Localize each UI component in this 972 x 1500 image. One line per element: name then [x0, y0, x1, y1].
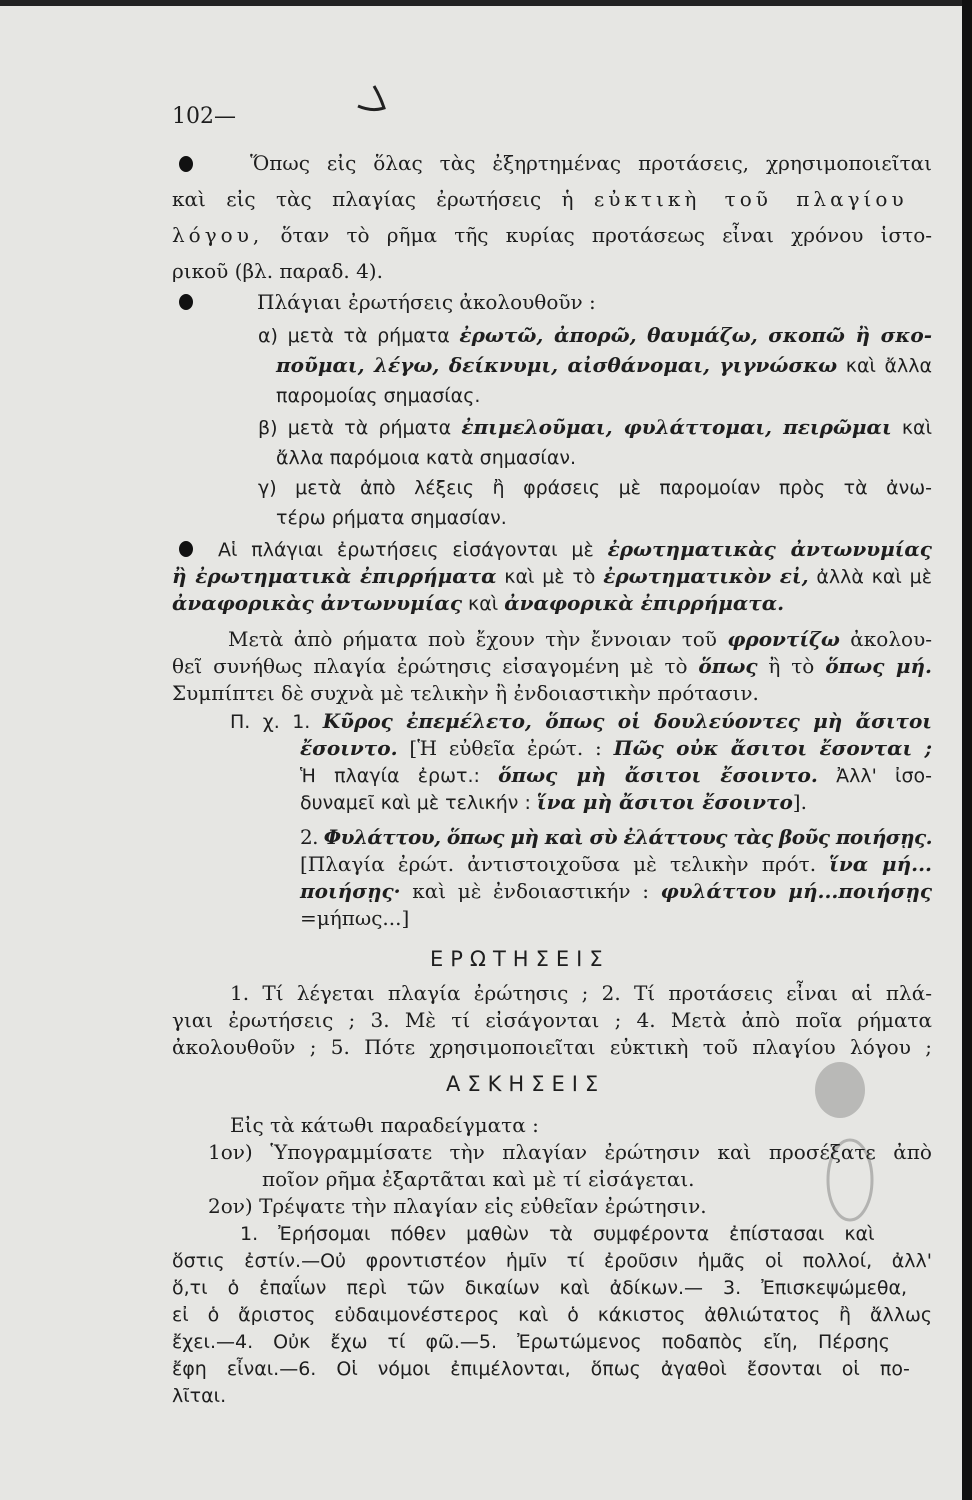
italic-term: ἀναφορικὰς ἀντωνυμίας: [172, 591, 462, 615]
text-segment: 2.: [300, 825, 324, 849]
text-segment: ἢ τὸ: [757, 654, 826, 678]
text-line: [262, 1166, 695, 1192]
scan-edge-right: [962, 0, 972, 1500]
italic-term: ὅπως: [698, 654, 758, 678]
text-line: [300, 762, 932, 788]
heading-exercises: ΑΣΚΗΣΕΙΣ: [446, 1072, 606, 1096]
text-segment: Ἡ πλαγία ἐρωτ.:: [300, 765, 499, 787]
heading-questions: ΕΡΩΤΗΣΕΙΣ: [430, 947, 610, 971]
text-line: [208, 1193, 707, 1219]
text-segment: β) μετὰ τὰ ρήματα: [258, 417, 462, 439]
italic-term: ἔσοιντο.: [300, 736, 398, 760]
text-segment: =μήπως...]: [300, 906, 410, 930]
text-segment: Εἰς τὰ κάτωθι παραδείγματα :: [230, 1113, 539, 1137]
italic-term: ἵνα μή...: [829, 852, 932, 876]
italic-term: Φυλάττου, ὅπως μὴ καὶ σὺ ἐλάττους τὰς βοῦς ποιήσῃς.: [323, 825, 932, 849]
text-line: [276, 382, 480, 408]
text-line: [230, 980, 932, 1006]
text-segment: καὶ ἄλλα: [837, 355, 933, 377]
italic-term: Πῶς οὐκ ἄσιτοι ἔσονται ;: [613, 736, 932, 760]
text-line: [276, 352, 932, 378]
text-segment: Μετὰ ἀπὸ ρήματα ποὺ ἔχουν τὴν ἔννοιαν τοῦ: [228, 627, 728, 651]
italic-term: ἐπιμελοῦμαι, φυλάττομαι, πειρῶμαι: [461, 415, 892, 439]
text-segment: 1ον) Ὑπογραμμίσατε τὴν πλαγίαν ἐρώτησιν καὶ προσέξατε ἀπὸ: [208, 1140, 932, 1164]
text-segment: Αἱ πλάγιαι ἐρωτήσεις εἰσάγονται μὲ: [218, 539, 608, 561]
text-line: [172, 1328, 890, 1354]
text-segment: 1. Τί λέγεται πλαγία ἐρώτησις ; 2. Τί προτάσεις εἶναι αἱ πλά-: [230, 981, 932, 1005]
text-segment: 1. Ἐρήσομαι πόθεν μαθὼν τὰ συμφέροντα ἐπίστασαι καὶ: [240, 1223, 875, 1245]
text-segment: γ) μετὰ ἀπὸ λέξεις ἢ φράσεις μὲ παρομοίαν πρὸς τὰ ἀνω-: [258, 477, 933, 499]
text-segment: ρικοῦ (βλ. παραδ. 4).: [172, 259, 383, 283]
text-segment: Πλάγιαι ἐρωτήσεις ἀκολουθοῦν :: [257, 290, 596, 314]
text-segment: γιαι ἐρωτήσεις ; 3. Μὲ τί εἰσάγονται ; 4. Μετὰ ἀπὸ ποῖα ρήματα: [172, 1008, 933, 1032]
text-line: [172, 1355, 910, 1381]
text-line: [250, 150, 932, 176]
text-segment: καὶ: [891, 417, 933, 439]
italic-term: ὅπως μὴ ἄσιτοι ἔσοιντο.: [498, 763, 818, 787]
text-segment: Συμπίπτει δὲ συχνὰ μὲ τελικὴν ἢ ἐνδοιαστικὴν πρότασιν.: [172, 681, 759, 705]
text-segment: ποῖον ρῆμα ἐξαρτᾶται καὶ μὲ τί εἰσάγεται.: [262, 1167, 695, 1191]
text-segment: εἰ ὁ ἄριστος εὐδαιμονέστερος καὶ ὁ κάκιστος ἀθλιώτατος ἢ ἄλλως: [172, 1304, 933, 1326]
text-segment: [Πλαγία ἐρώτ. ἀντιστοιχοῦσα μὲ τελικὴν πρότ.: [300, 852, 830, 876]
text-line: [300, 851, 932, 877]
text-segment: [Ἡ εὐθεῖα ἐρώτ. :: [397, 736, 614, 760]
text-line: [172, 563, 932, 589]
text-line: [240, 1220, 875, 1246]
text-line: [300, 735, 932, 761]
italic-term: ἐρωτηματικὸν εἰ,: [603, 564, 809, 588]
text-segment: ].: [792, 790, 807, 814]
text-segment: 2ον) Τρέψατε τὴν πλαγίαν εἰς εὐθεῖαν ἐρώτησιν.: [208, 1194, 707, 1218]
text-line: [228, 626, 932, 652]
scan-edge-top: [0, 0, 972, 6]
text-line: [230, 708, 932, 734]
text-line: [257, 289, 596, 315]
text-line: [172, 590, 784, 616]
text-segment: καὶ: [462, 593, 505, 615]
text-line: [172, 1382, 226, 1408]
text-segment: Ἀλλ' ἰσο-: [817, 765, 932, 787]
text-segment: θεῖ συνήθως πλαγία ἐρώτησις εἰσαγομένη μὲ τὸ: [172, 654, 699, 678]
text-segment: ἀκολουθοῦν ; 5. Πότε χρησιμοποιεῖται εὐκτικὴ τοῦ πλαγίου λόγου ;: [172, 1035, 932, 1059]
italic-term: ποιήσῃς·: [300, 879, 401, 903]
text-segment: τέρω ρήματα σημασίαν.: [276, 507, 507, 529]
handwritten-mark-icon: [350, 78, 400, 118]
italic-term: ἵνα μὴ ἄσιτοι ἔσοιντο: [536, 790, 793, 814]
italic-term: ἢ ἐρωτηματικὰ ἐπιρρήματα: [172, 564, 497, 588]
text-segment: ὅστις ἐστίν.—Οὐ φροντιστέον ἡμῖν τί ἐροῦσιν ἡμᾶς οἱ πολλοί, ἀλλ': [172, 1250, 933, 1272]
text-segment: λόγου,: [172, 223, 264, 247]
text-segment: ἄλλα παρόμοια κατὰ σημασίαν.: [276, 447, 577, 469]
italic-term: ἀναφορικὰ ἐπιρρήματα.: [504, 591, 785, 615]
text-segment: ὅταν τὸ ρῆμα τῆς κυρίας προτάσεως εἶναι χρόνου ἱστο-: [263, 223, 932, 247]
text-line: [276, 444, 576, 470]
text-segment: λῖται.: [172, 1385, 227, 1407]
italic-term: ποῦμαι, λέγω, δείκνυμι, αἰσθάνομαι, γιγνώσκω: [276, 353, 838, 377]
text-segment: ἔφη εἶναι.—6. Οἱ νόμοι ἐπιμέλονται, ὅπως ἀγαθοὶ ἔσονται οἱ πο-: [172, 1358, 910, 1380]
text-line: [276, 504, 507, 530]
text-segment: δυναμεῖ καὶ μὲ τελικήν :: [300, 792, 537, 814]
text-segment: Π. χ. 1.: [230, 711, 323, 733]
text-segment: καὶ εἰς τὰς πλαγίας ἐρωτήσεις ἡ: [172, 187, 594, 211]
bullet-icon: [179, 156, 193, 172]
text-line: [300, 789, 807, 815]
text-line: [300, 905, 409, 931]
text-segment: παρομοίας σημασίας.: [276, 385, 481, 407]
text-segment: α) μετὰ τὰ ρήματα: [258, 325, 460, 347]
text-line: [300, 824, 932, 850]
text-line: [300, 878, 932, 904]
text-line: [258, 322, 932, 348]
text-line: [172, 1301, 932, 1327]
italic-term: φυλάττου μή...ποιήσῃς: [660, 879, 933, 903]
text-line: [172, 186, 908, 212]
page-number: 102—: [172, 104, 236, 129]
text-segment: ὅ,τι ὁ ἐπαΐων περὶ τῶν δικαίων καὶ ἀδίκων.— 3. Ἐπισκεψώμεθα,: [172, 1277, 908, 1299]
text-segment: ἔχει.—4. Οὐκ ἔχω τί φῶ.—5. Ἐρωτώμενος ποδαπὸς εἴη, Πέρσης: [172, 1331, 890, 1353]
text-line: [172, 222, 932, 248]
text-line: [208, 1139, 932, 1165]
text-line: [218, 536, 932, 562]
text-line: [172, 1034, 932, 1060]
italic-term: ὅπως μή.: [825, 654, 932, 678]
text-line: [172, 680, 759, 706]
text-line: [230, 1112, 539, 1138]
italic-term: Κῦρος ἐπεμέλετο, ὅπως οἱ δουλεύοντες μὴ ἄσιτοι: [322, 709, 932, 733]
bullet-icon: [179, 541, 193, 557]
text-line: [258, 474, 932, 500]
text-line: [172, 1274, 907, 1300]
text-line: [172, 1247, 932, 1273]
text-line: [258, 414, 932, 440]
italic-term: ἐρωτῶ, ἀπορῶ, θαυμάζω, σκοπῶ ἢ σκο-: [459, 323, 932, 347]
italic-term: φροντίζω: [727, 627, 840, 651]
text-segment: ἀκολου-: [839, 627, 932, 651]
bullet-icon: [179, 294, 193, 310]
text-segment: εὐκτικὴ τοῦ πλαγίου: [593, 187, 908, 211]
text-line: [172, 653, 932, 679]
text-segment: ἀλλὰ καὶ μὲ: [808, 566, 932, 588]
text-segment: Ὅπως εἰς ὅλας τὰς ἐξηρτημένας προτάσεις, χρησιμοποιεῖται: [250, 151, 932, 175]
text-line: [172, 258, 383, 284]
text-segment: καὶ μὲ ἐνδοιαστικήν :: [400, 879, 661, 903]
text-segment: καὶ μὲ τὸ: [496, 566, 604, 588]
text-line: [172, 1007, 932, 1033]
italic-term: ἐρωτηματικὰς ἀντωνυμίας: [607, 537, 932, 561]
